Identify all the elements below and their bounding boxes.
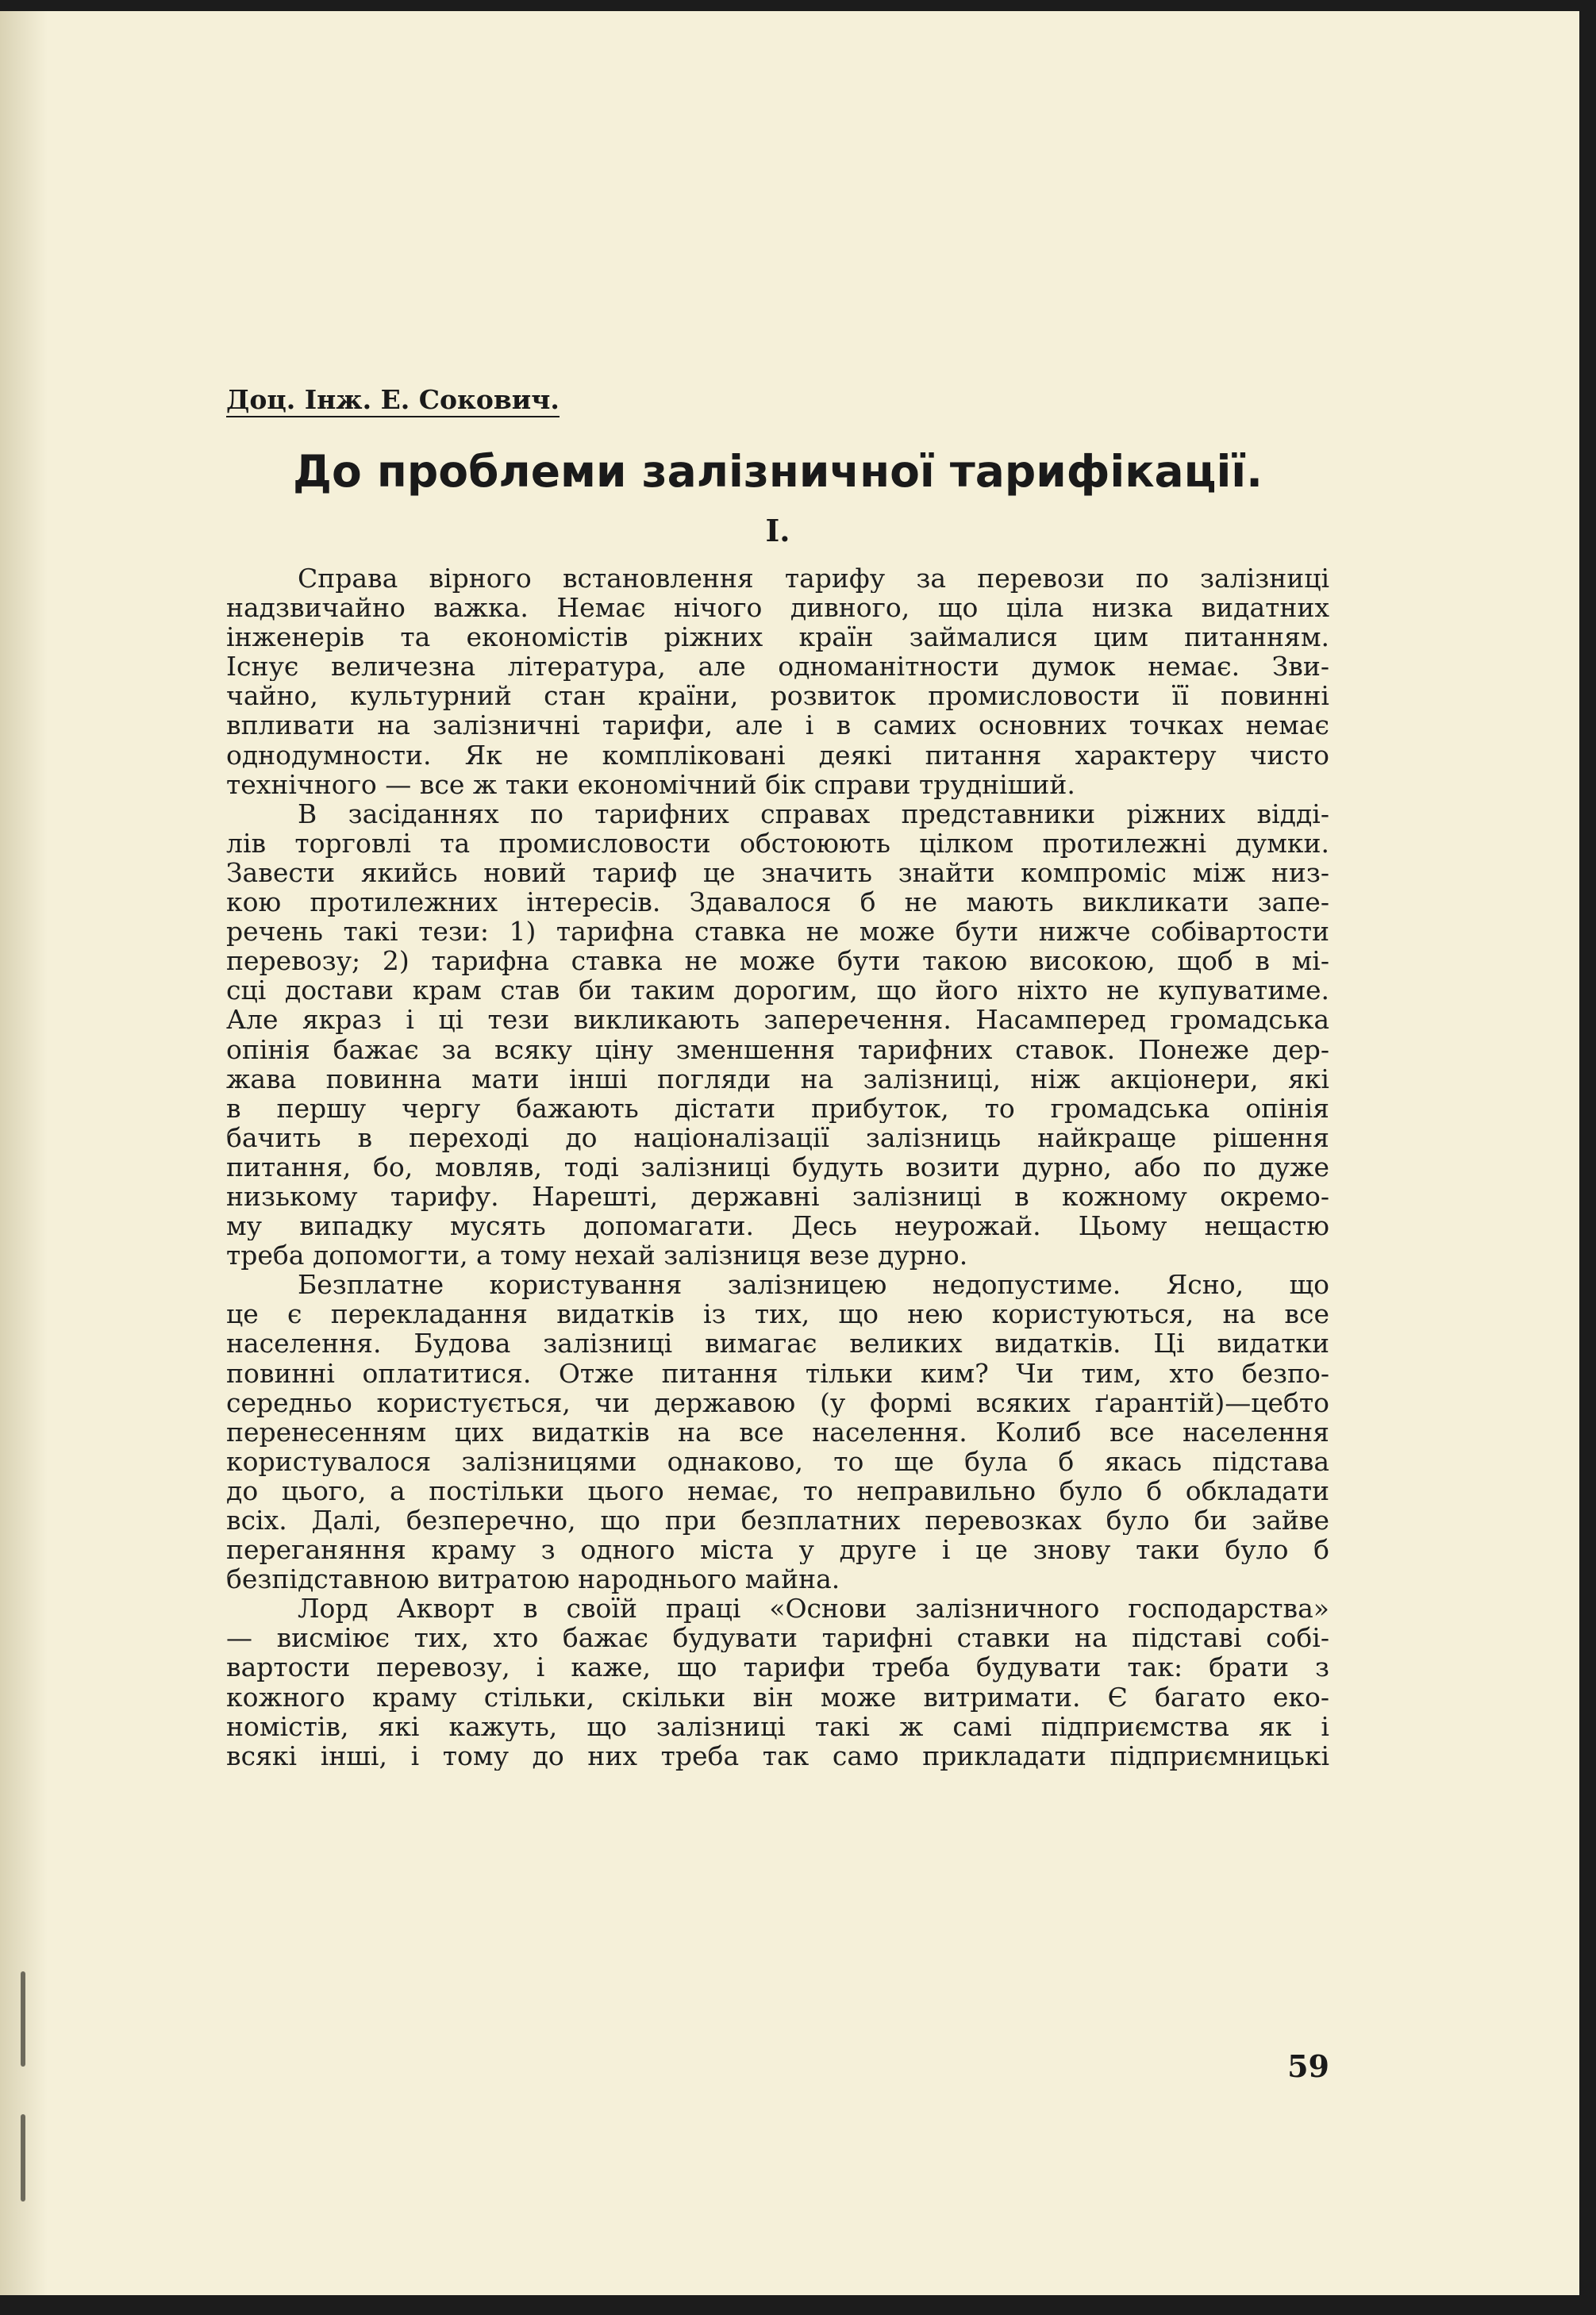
text-line: всякі інші, і тому до них треба так само прикладати підприємницькі <box>226 1740 1329 1771</box>
section-number: I. <box>765 513 790 548</box>
document-page <box>0 11 1579 2295</box>
text-line: перенесенням цих видатків на все населення. Колиб все населення <box>226 1417 1329 1447</box>
author-byline: Доц. Інж. Е. Сокович. <box>226 384 560 417</box>
article-title: До проблеми залізничної тарифікації. <box>292 446 1263 497</box>
text-line: Лорд Акворт в своїй праці «Основи залізничного господарства» <box>298 1594 1329 1624</box>
text-line: вартости перевозу, і каже, що тарифи треба будувати так: брати з <box>226 1652 1329 1682</box>
text-line: переганяння краму з одного міста у друге і це знову таки було б <box>226 1535 1329 1565</box>
text-line: середньо користується, чи державою (у формі всяких ґарантій)—цебто <box>226 1387 1329 1417</box>
text-line: бачить в переході до націоналізації залізниць найкраще рішення <box>226 1122 1329 1152</box>
text-line: до цього, а постільки цього немає, то неправильно було б обкладати <box>226 1475 1329 1506</box>
paragraph <box>226 1594 1329 1771</box>
text-line: Але якраз і ці тези викликають заперечення. Насамперед громадська <box>226 1005 1329 1035</box>
edge-mark-bottom <box>21 2114 25 2202</box>
text-line: треба допомогти, а тому нехай залізниця везе дурно. <box>226 1240 968 1271</box>
paragraph <box>226 799 1329 1271</box>
paragraph <box>226 1270 1329 1594</box>
page-number: 59 <box>1287 2048 1329 2084</box>
text-line: кожного краму стільки, скільки він може витримати. Є багато еко- <box>226 1682 1329 1712</box>
article-body <box>226 563 1329 1771</box>
text-line: перевозу; 2) тарифна ставка не може бути такою високою, щоб в мі- <box>226 946 1329 976</box>
text-line: населення. Будова залізниці вимагає великих видатків. Ці видатки <box>226 1329 1329 1359</box>
text-line: користувалося залізницями однаково, то ще була б якась підстава <box>226 1446 1329 1476</box>
text-line: Справа вірного встановлення тарифу за перевози по залізниці <box>298 563 1329 594</box>
text-line: Завести якийсь новий тариф це значить знайти компроміс між низ- <box>226 857 1329 888</box>
text-line: сці достави крам став би таким дорогим, що його ніхто не купуватиме. <box>226 975 1329 1006</box>
text-line: технічного — все ж таки економічний бік справи трудніший. <box>226 769 1075 799</box>
text-line: це є перекладання видатків із тих, що нею користуються, на все <box>226 1299 1329 1329</box>
text-line: номістів, які кажуть, що залізниці такі ж самі підприємства як і <box>226 1711 1329 1741</box>
text-line: всіх. Далі, безперечно, що при безплатних перевозках було би зайве <box>226 1506 1329 1536</box>
text-line: однодумности. Як не компліковані деякі питання характеру чисто <box>226 740 1329 770</box>
text-line: Існує величезна література, але одноманітности думок немає. Зви- <box>226 652 1329 682</box>
text-line: безпідставною витратою народнього майна. <box>226 1564 840 1594</box>
text-line: Безплатне користування залізницею недопустиме. Ясно, що <box>298 1270 1329 1300</box>
text-line: впливати на залізничні тарифи, але і в самих основних точках немає <box>226 710 1329 740</box>
text-line: — висміює тих, хто бажає будувати тарифні ставки на підставі собі- <box>226 1623 1329 1653</box>
text-line: низькому тарифу. Нарешті, державні залізниці в кожному окремо- <box>226 1181 1329 1212</box>
text-line: кою протилежних інтересів. Здавалося б не мають викликати запе- <box>226 887 1329 917</box>
text-line: надзвичайно важка. Немає нічого дивного, що ціла низка видатних <box>226 593 1329 623</box>
text-line: повинні оплатитися. Отже питання тільки ким? Чи тим, хто безпо- <box>226 1358 1329 1388</box>
paragraph <box>226 563 1329 799</box>
text-line: В засіданнях по тарифних справах представники ріжних відді- <box>298 798 1329 829</box>
text-line: інженерів та економістів ріжних країн займалися цим питанням. <box>226 622 1329 652</box>
edge-mark-top <box>21 1971 25 2067</box>
text-line: му випадку мусять допомагати. Десь неурожай. Цьому нещастю <box>226 1211 1329 1241</box>
text-line: жава повинна мати інші погляди на залізниці, ніж акціонери, які <box>226 1063 1329 1094</box>
text-line: чайно, культурний стан країни, розвиток промисловости її повинні <box>226 681 1329 711</box>
page-spine-shadow <box>0 11 48 2295</box>
text-line: опінія бажає за всяку ціну зменшення тарифних ставок. Понеже дер- <box>226 1034 1329 1064</box>
text-line: в першу чергу бажають дістати прибуток, то громадська опінія <box>226 1093 1329 1123</box>
text-line: питання, бо, мовляв, тоді залізниці будуть возити дурно, або по дуже <box>226 1152 1329 1182</box>
text-line: лів торговлі та промисловости обстоюють цілком протилежні думки. <box>226 828 1329 858</box>
text-line: речень такі тези: 1) тарифна ставка не може бути нижче собівартости <box>226 917 1329 947</box>
